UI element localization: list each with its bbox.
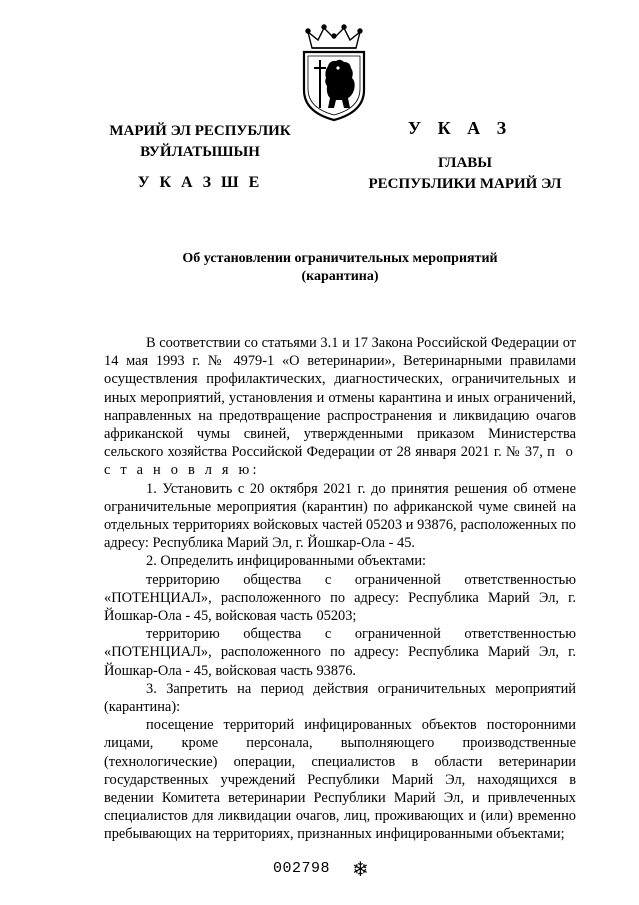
serial-number: 002798: [273, 860, 331, 877]
paragraph-2b: территорию общества с ограниченной ответственностью «ПОТЕНЦИАЛ», расположенного по адресу: Республика Марий Эл, г. Йошкар-Ола - 45, войсковая часть 93876.: [104, 626, 576, 679]
doc-type-russian: У К А З: [407, 118, 513, 138]
snowflake-mark-icon: ❄: [352, 859, 369, 881]
doc-type-mari: У К А З Ш Е: [137, 174, 263, 191]
preamble-text: В соответствии со статьями 3.1 и 17 Закона Российской Федерации от 14 мая 1993 г. № 4979-1 «О ветеринарии», Ветеринарными правилами осуществления профилактических, диагностических, ограничительных и иных мероприятий, установления и отмены карантина и иных ограничений, направленных на предотвращение распространения и ликвидацию очагов африканской чумы свиней, утвержденными приказом Министерства сельского хозяйства Российской Федерации от 28 января 2021 г. № 37,: [104, 335, 576, 461]
issuer-line2: РЕСПУБЛИКИ МАРИЙ ЭЛ: [368, 176, 562, 192]
preamble-paragraph: [104, 334, 576, 480]
title-line2: (карантина): [301, 269, 379, 284]
republic-name-mari: [90, 121, 310, 163]
paragraph-3a: посещение территорий инфицированных объектов посторонними лицами, кроме персонала, выполняющего производственные (технологические) операции, специалистов в области ветеринарии государственных учреждений Республики Марий Эл, находящихся в ведении Комитета ветеринарии Республики Марий Эл, и привлеченных специалистов для ликвидации очагов, лиц, проживающих и (или) временно пребывающих на территориях, признанных инфицированными объектами;: [104, 717, 576, 843]
document-body: [104, 334, 576, 844]
paragraph-2: 2. Определить инфицированными объектами:: [146, 553, 427, 570]
paragraph-2a: территорию общества с ограниченной ответственностью «ПОТЕНЦИАЛ», расположенного по адресу: Республика Марий Эл, г. Йошкар-Ола - 45, войсковая часть 05203;: [104, 571, 576, 625]
coat-of-arms-emblem: [294, 24, 374, 122]
paragraph-1: 1. Установить с 20 октября 2021 г. до принятия решения об отмене ограничительные мероприятия (карантин) по африканской чуме свиней на отдельных территориях войсковых частей 05203 и 93876, расположенных по адресу: Республика Марий Эл, г. Йошкар-Ола - 45.: [104, 480, 576, 552]
crown-icon: [306, 25, 362, 48]
republic-name-line2: ВУЙЛАТЫШЫН: [140, 144, 260, 160]
decree-word: п о с т а н о в л я ю:: [104, 444, 576, 479]
paragraph-3: 3. Запретить на период действия ограничительных мероприятий (карантина):: [104, 680, 576, 716]
document-title: [100, 250, 580, 286]
republic-name-line1: МАРИЙ ЭЛ РЕСПУБЛИК: [109, 123, 291, 139]
issuer-name-russian: [345, 153, 585, 195]
title-line1: Об установлении ограничительных мероприятий: [182, 251, 498, 266]
issuer-line1: ГЛАВЫ: [437, 155, 493, 171]
